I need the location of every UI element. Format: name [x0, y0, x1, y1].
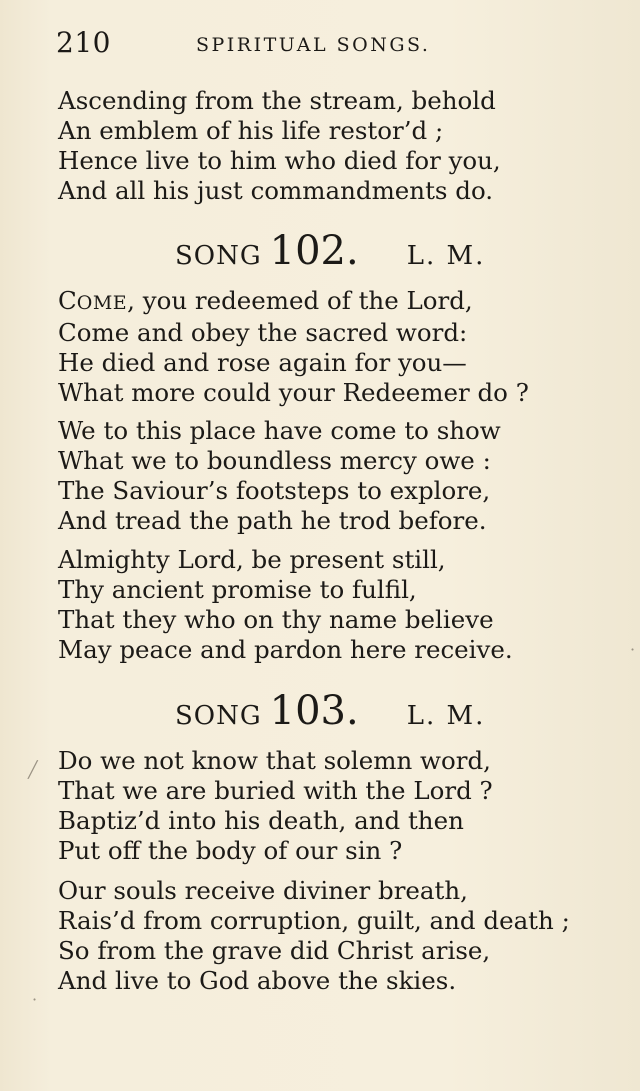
verse-line: That we are buried with the Lord ? — [58, 776, 493, 805]
page-number: 210 — [56, 26, 111, 59]
verse-line: Come and obey the sacred word: — [58, 318, 468, 347]
verse-line: The Saviour’s footsteps to explore, — [58, 476, 491, 505]
song-number: 102. — [269, 228, 359, 274]
song-label: SONG — [175, 701, 262, 731]
verse-line: Thy ancient promise to fulfil, — [58, 575, 417, 604]
song-102-heading — [175, 228, 575, 278]
verse-line: And live to God above the skies. — [58, 966, 457, 995]
verse-line: We to this place have come to show — [58, 416, 501, 445]
verse-line: Almighty Lord, be present still, — [58, 545, 446, 574]
first-line-rest: , you redeemed of the Lord, — [127, 286, 473, 315]
verse-line — [58, 286, 618, 318]
margin-speck: · — [32, 990, 38, 1009]
margin-speck: ╱ — [28, 760, 38, 779]
song-103-verse-2 — [58, 876, 618, 996]
top-verse — [58, 86, 618, 206]
song-103-heading — [175, 688, 575, 738]
page-header — [56, 26, 576, 62]
verse-line: An emblem of his life restor’d ; — [58, 116, 444, 145]
song-102-verse-1 — [58, 286, 618, 408]
verse-line: Our souls receive diviner breath, — [58, 876, 468, 905]
verse-line: Put off the body of our sin ? — [58, 836, 403, 865]
verse-line: May peace and pardon here receive. — [58, 635, 513, 664]
verse-line: So from the grave did Christ arise, — [58, 936, 491, 965]
running-head: SPIRITUAL SONGS. — [196, 34, 431, 56]
drop-word-initial: C — [58, 286, 77, 315]
verse-line: Rais’d from corruption, guilt, and death ; — [58, 906, 570, 935]
song-meter: L. M. — [406, 241, 486, 271]
verse-line: What we to boundless mercy owe : — [58, 446, 491, 475]
verse-line: And all his just commandments do. — [58, 176, 494, 205]
song-103-verse-1 — [58, 746, 618, 866]
verse-line: And tread the path he trod before. — [58, 506, 487, 535]
verse-line: He died and rose again for you— — [58, 348, 467, 377]
verse-line: Baptiz’d into his death, and then — [58, 806, 464, 835]
song-meter: L. M. — [406, 701, 486, 731]
song-number: 103. — [269, 688, 359, 734]
song-102-verse-3 — [58, 545, 618, 665]
verse-line: That they who on thy name believe — [58, 605, 494, 634]
drop-word-rest: OME — [76, 292, 128, 314]
verse-line: Do we not know that solemn word, — [58, 746, 491, 775]
song-102-verse-2 — [58, 416, 618, 536]
verse-line: Ascending from the stream, behold — [58, 86, 496, 115]
margin-speck: · — [630, 640, 636, 659]
song-label: SONG — [175, 241, 262, 271]
verse-line: What more could your Redeemer do ? — [58, 378, 529, 407]
verse-line: Hence live to him who died for you, — [58, 146, 501, 175]
